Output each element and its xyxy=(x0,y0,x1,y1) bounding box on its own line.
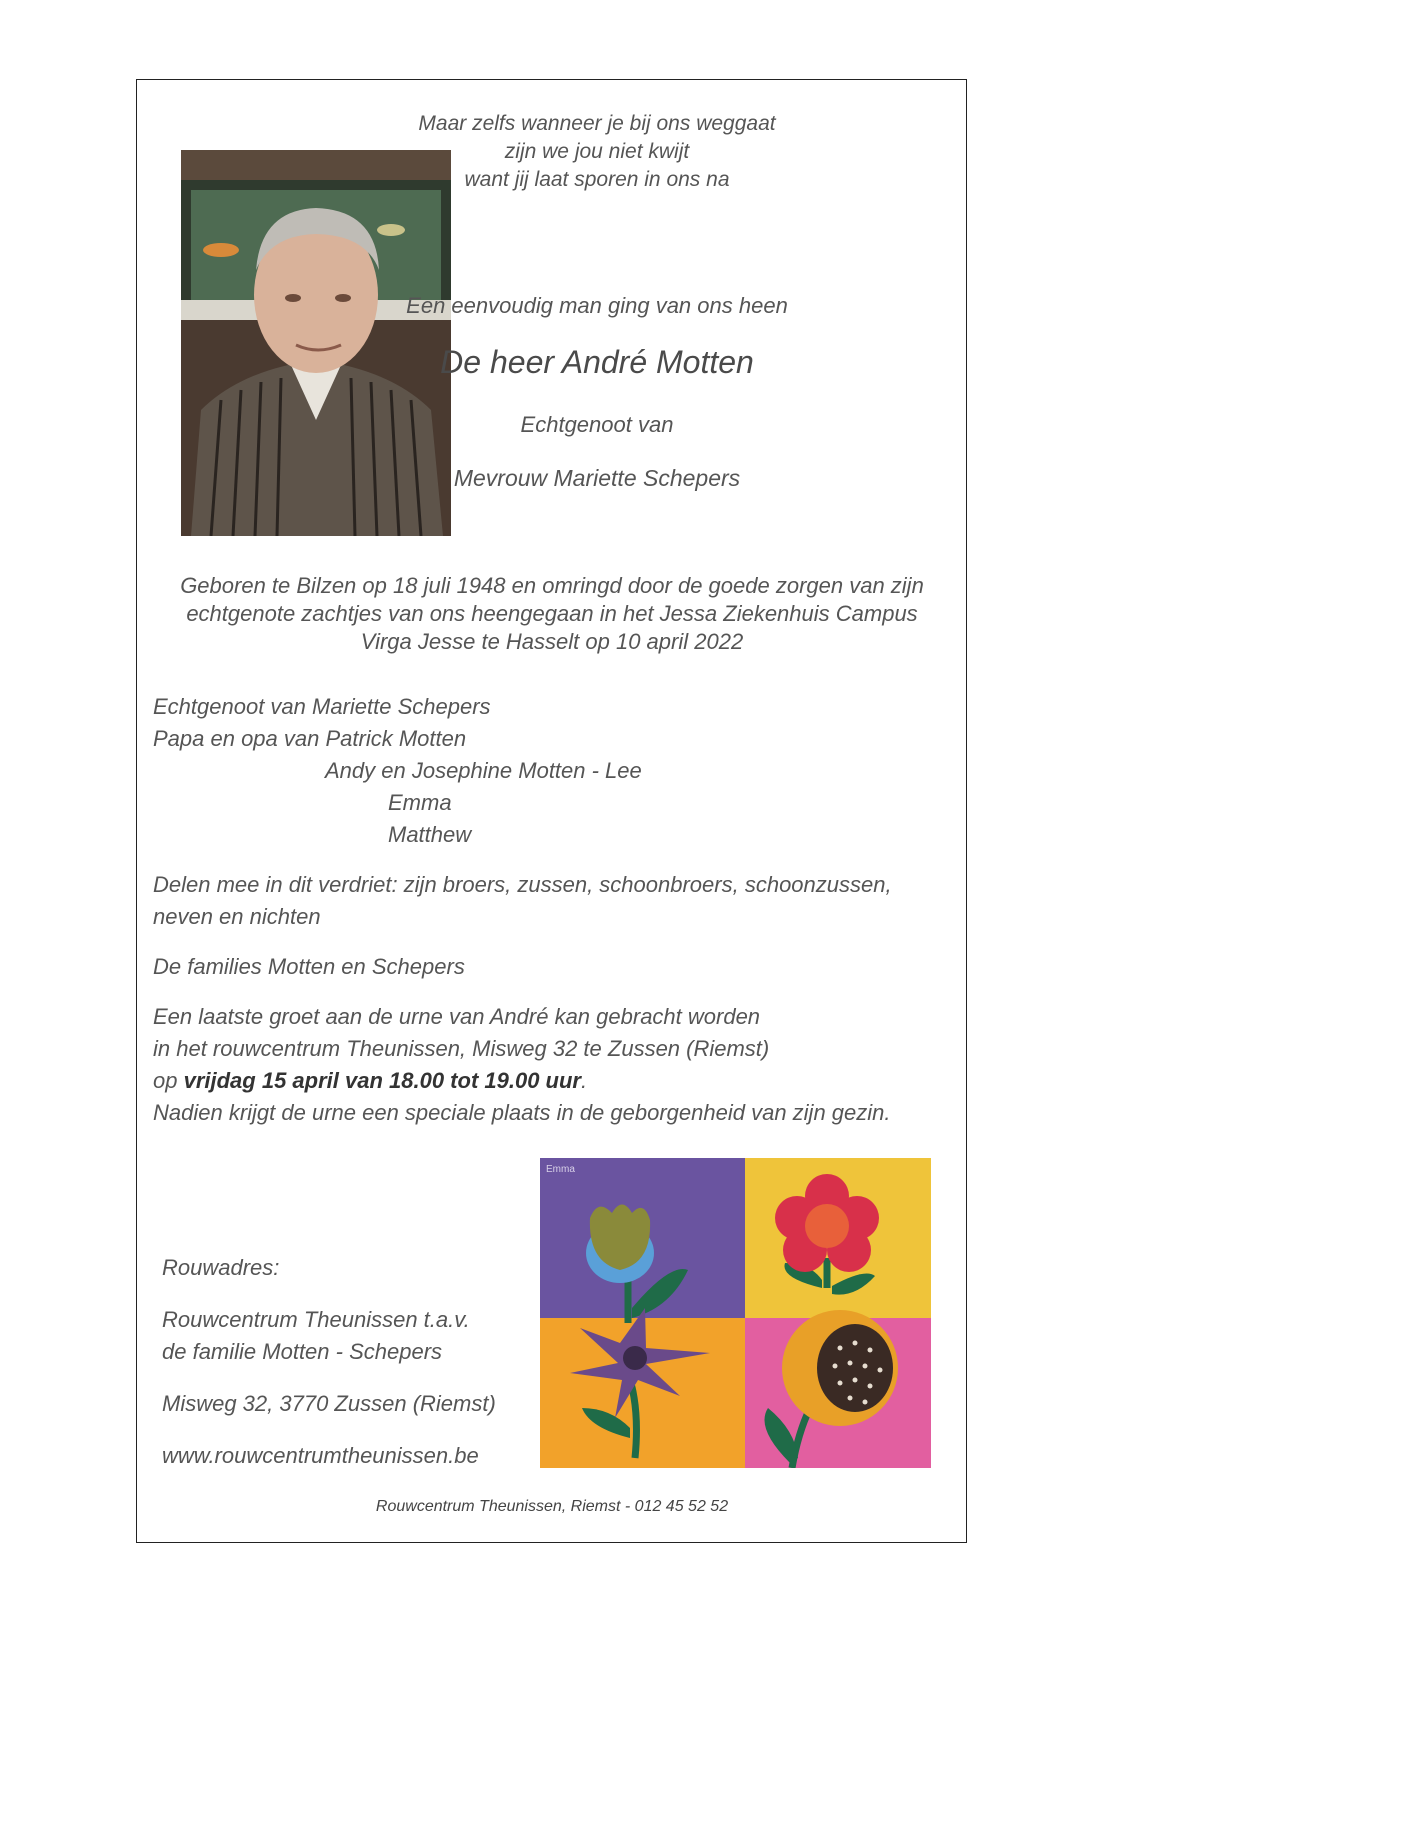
family-line: Echtgenoot van Mariette Schepers xyxy=(153,694,491,719)
address-label: Rouwadres: xyxy=(162,1255,280,1280)
farewell-line: Een laatste groet aan de urne van André kan gebracht worden xyxy=(153,1004,761,1029)
farewell-line: Nadien krijgt de urne een speciale plaats in de geborgenheid van zijn gezin. xyxy=(153,1100,891,1125)
visiting-hours: vrijdag 15 april van 18.00 tot 19.00 uur xyxy=(183,1068,581,1093)
farewell-line: in het rouwcentrum Theunissen, Misweg 32 te Zussen (Riemst) xyxy=(153,1036,770,1061)
address-line: Misweg 32, 3770 Zussen (Riemst) xyxy=(162,1391,496,1416)
obituary-card xyxy=(136,79,967,1543)
family-line: Andy en Josephine Motten - Lee xyxy=(325,758,642,783)
farewell-prefix: op xyxy=(153,1068,184,1093)
birth-text xyxy=(152,572,952,656)
family-line: Papa en opa van Patrick Motten xyxy=(153,726,467,751)
spouse-name: Mevrouw Mariette Schepers xyxy=(453,465,741,491)
farewell-line xyxy=(153,1068,587,1094)
poem-line: Maar zelfs wanneer je bij ons weggaat xyxy=(418,112,776,135)
flower-painting xyxy=(540,1158,931,1468)
birth-line: Geboren te Bilzen op 18 juli 1948 en omringd door de goede zorgen van zijn xyxy=(180,573,924,598)
address-line: Rouwcentrum Theunissen t.a.v. xyxy=(162,1307,470,1332)
address-line: de familie Motten - Schepers xyxy=(162,1339,443,1364)
poem-line: want jij laat sporen in ons na xyxy=(464,168,730,191)
footer-text: Rouwcentrum Theunissen, Riemst - 012 45 52 52 xyxy=(375,1498,729,1515)
intro-text: Een eenvoudig man ging van ons heen xyxy=(406,293,788,318)
family-line: Emma xyxy=(388,790,452,815)
spouse-label: Echtgenoot van xyxy=(520,412,674,437)
deceased-name: De heer André Motten xyxy=(440,344,754,380)
family-line: Matthew xyxy=(388,822,472,847)
birth-line: Virga Jesse te Hasselt op 10 april 2022 xyxy=(360,629,744,654)
share-line: neven en nichten xyxy=(153,904,321,929)
farewell-suffix: . xyxy=(581,1068,588,1093)
birth-line: echtgenote zachtjes van ons heengegaan in het Jessa Ziekenhuis Campus xyxy=(186,601,918,626)
families-line: De families Motten en Schepers xyxy=(153,954,465,979)
poem-line: zijn we jou niet kwijt xyxy=(504,140,690,163)
share-line: Delen mee in dit verdriet: zijn broers, zussen, schoonbroers, schoonzussen, xyxy=(153,872,892,897)
painting-signature: Emma xyxy=(546,1164,575,1175)
website-link[interactable]: www.rouwcentrumtheunissen.be xyxy=(162,1443,479,1468)
